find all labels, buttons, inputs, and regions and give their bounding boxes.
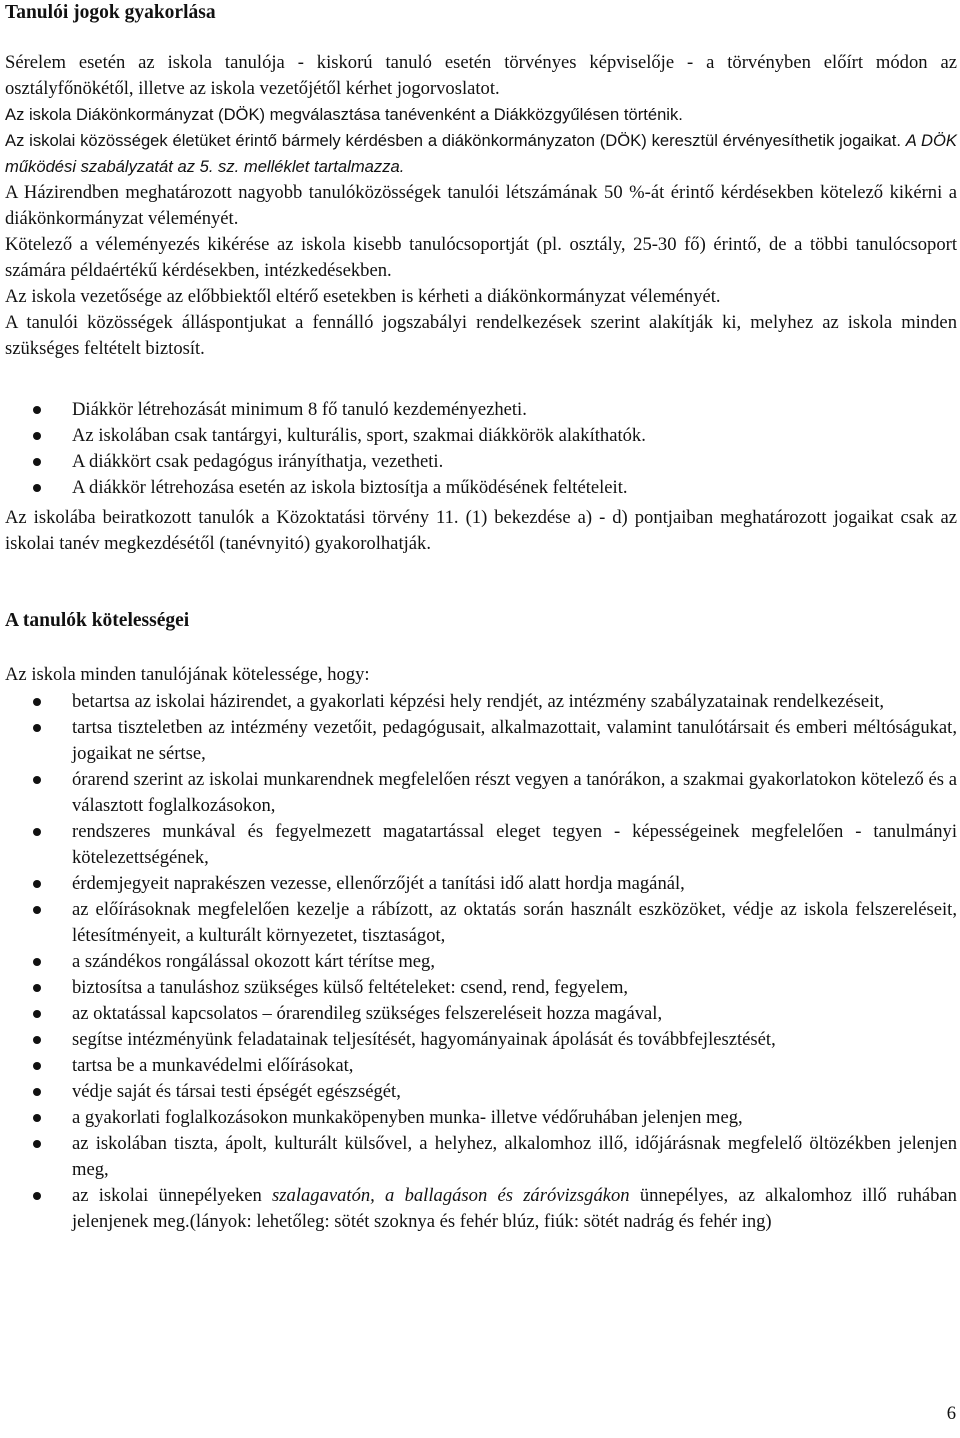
paragraph-minority-opinion: Kötelező a véleményezés kikérése az iskola kisebb tanulócsoportját (pl. osztály, 25-30 fő) érintő, de a többi tanulócsoport számára példaértékű kérdésekben, intézkedésekben. [5,234,957,281]
paragraph-majority-opinion: A Házirendben meghatározott nagyobb tanulóközösségek tanulói létszámának 50 %-át érintő kérdésekben kötelező kikérni a diákönkormányzat véleményét. [5,182,957,229]
duties-list [5,689,957,1235]
duties-intro-block [5,662,957,688]
list-item: védje saját és társai testi épségét egészségét, [5,1079,957,1105]
paragraph-enrollment-rights: Az iskolába beiratkozott tanulók a Közoktatási törvény 11. (1) bekezdése a) - d) pontjaiban meghatározott jogaikat csak az iskolai tanév megkezdésétől (tanévnyitó) gyakorolhatják. [5,507,957,554]
dok-rules-reference: A DÖK működési szabályzatát az 5. sz. melléklet tartalmazza. [5,131,957,176]
list-item: rendszeres munkával és fegyelmezett magatartással eleget tegyen - képességeinek megfelelően - tanulmányi kötelezettségének, [5,819,957,871]
bullet-icon [33,724,41,732]
paragraph-management-opinion: Az iskola vezetősége az előbbiektől eltérő esetekben is kérheti a diákönkormányzat véleményét. [5,286,721,307]
bullet-icon [33,984,41,992]
bullet-icon [33,1062,41,1070]
bullet-icon [33,1140,41,1148]
enrollment-paragraph-block [5,505,957,557]
list-item: Az iskolában csak tantárgyi, kulturális, sport, szakmai diákkörök alakíthatók. [5,423,957,449]
list-item: a szándékos rongálással okozott kárt térítse meg, [5,949,957,975]
list-item: érdemjegyeit naprakészen vezesse, ellenőrzőjét a tanítási idő alatt hordja magánál, [5,871,957,897]
list-item: a gyakorlati foglalkozásokon munkaköpenyben munka- illetve védőruhában jelenjen meg, [5,1105,957,1131]
paragraph-dok-election: Az iskola Diákönkormányzat (DÖK) megválasztása tanévenként a Diákközgyűlésen történik. [5,105,683,124]
bullet-icon [33,880,41,888]
dok-rights-text: Az iskolai közösségek életüket érintő bármely kérdésben a diákönkormányzaton (DÖK) keresztül érvényesíthetik jogaikat. [5,131,901,150]
bullet-icon [33,776,41,784]
paragraph-community-positions: A tanulói közösségek álláspontjukat a fennálló jogszabályi rendelkezések szerint alakítják ki, melyhez az iskola minden szükséges feltételt biztosít. [5,312,957,359]
bullet-icon [33,406,41,414]
list-item: az oktatással kapcsolatos – órarendileg szükséges felszereléseit hozza magával, [5,1001,957,1027]
section-title-student-rights: Tanulói jogok gyakorlása [5,2,216,23]
paragraph-remedy: Sérelem esetén az iskola tanulója - kiskorú tanuló esetén törvényes képviselője - a törvényben előírt módon az osztályfőnökétől, illetve az iskola vezetőjétől kérhet jogorvoslatot. [5,52,957,99]
bullet-icon [33,906,41,914]
student-rights-body [5,50,957,362]
list-item: segítse intézményünk feladatainak teljesítését, hagyományainak ápolását és továbbfejlesztését, [5,1027,957,1053]
bullet-icon [33,484,41,492]
bullet-icon [33,698,41,706]
section-title-student-duties: A tanulók kötelességei [5,610,190,631]
bullet-icon [33,432,41,440]
list-item: az iskolában tiszta, ápolt, kulturált külsővel, a helyhez, alkalomhoz illő, időjárásnak megfelelő öltözékben jelenjen meg, [5,1131,957,1183]
bullet-icon [33,828,41,836]
list-item: A diákkört csak pedagógus irányíthatja, vezetheti. [5,449,957,475]
bullet-icon [33,1010,41,1018]
bullet-icon [33,1088,41,1096]
bullet-icon [33,458,41,466]
list-item: betartsa az iskolai házirendet, a gyakorlati képzési hely rendjét, az intézmény szabályzatainak rendelkezéseit, [5,689,957,715]
bullet-icon [33,958,41,966]
list-item: A diákkör létrehozása esetén az iskola biztosítja a működésének feltételeit. [5,475,957,501]
list-item: az előírásoknak megfelelően kezelje a rábízott, az oktatás során használt eszközöket, védje az iskola felszereléseit, létesítményeit, a kulturált környezetet, tisztaságot, [5,897,957,949]
study-circle-list [5,397,957,501]
list-item: tartsa tiszteletben az intézmény vezetőit, pedagógusait, alkalmazottait, valamint tanulótársait és emberi méltóságukat, jogaikat ne sértse, [5,715,957,767]
ceremony-names: szalagavatón, a ballagáson és záróvizsgákon [272,1185,630,1206]
list-item: órarend szerint az iskolai munkarendnek megfelelően részt vegyen a tanórákon, a szakmai gyakorlatokon kötelező és a választott foglalkozásokon, [5,767,957,819]
bullet-icon [33,1192,41,1200]
list-item: tartsa be a munkavédelmi előírásokat, [5,1053,957,1079]
page-number: 6 [946,1403,956,1424]
list-item: Diákkör létrehozását minimum 8 fő tanuló kezdeményezheti. [5,397,957,423]
bullet-icon [33,1114,41,1122]
list-item: biztosítsa a tanuláshoz szükséges külső feltételeket: csend, rend, fegyelem, [5,975,957,1001]
duties-intro: Az iskola minden tanulójának kötelessége, hogy: [5,664,370,685]
paragraph-dok-rights [5,128,957,180]
bullet-icon [33,1036,41,1044]
list-item: az iskolai ünnepélyeken szalagavatón, a ballagáson és záróvizsgákon ünnepélyes, az alkalomhoz illő ruhában jelenjenek meg.(lányok: lehetőleg: sötét szoknya és fehér blúz, fiúk: sötét nadrág és fehér ing) [5,1183,957,1235]
